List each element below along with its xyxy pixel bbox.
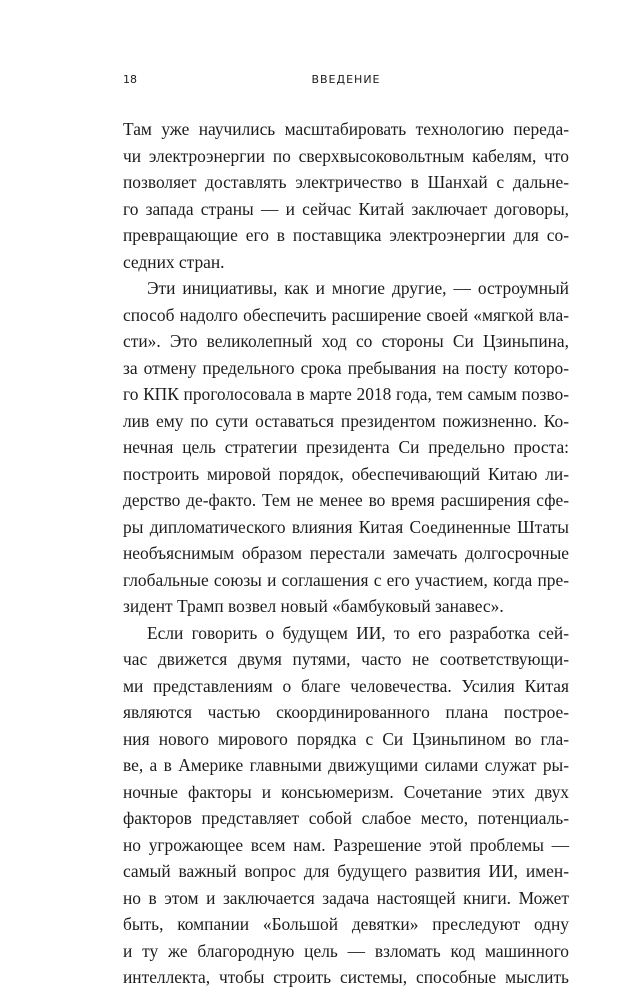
text-line: лив ему по сути оставаться президентом пожизненно. Ко- xyxy=(123,410,569,431)
text-line: час движется двумя путями, часто не соответствующи- xyxy=(123,649,569,669)
text-line: но в этом и заключается задача настоящей книги. Может xyxy=(123,887,569,908)
text-line: го запада страны — и сейчас Китай заключает договоры, xyxy=(123,198,569,219)
text-line: способ надолго обеспечить расширение своей «мягкой вла- xyxy=(123,304,569,325)
text-line: и ту же благородную цель — взломать код машинного xyxy=(123,940,569,961)
text-line: Эти инициативы, как и многие другие, — остроумный xyxy=(147,278,569,298)
text-line: позволяет доставлять электричество в Шанхай с дальне- xyxy=(123,172,569,192)
text-line: за отмену предельного срока пребывания на посту которо- xyxy=(123,357,569,378)
text-line: быть, компании «Большой девятки» преследуют одну xyxy=(123,914,569,934)
text-line: нечная цель стратегии президента Си предельно проста: xyxy=(123,437,569,457)
text-line: факторов представляет собой слабое место, потенциаль- xyxy=(123,808,569,828)
text-line: являются частью скоординированного плана построе- xyxy=(123,702,569,722)
text-line: Если говорить о будущем ИИ, то его разработка сей- xyxy=(147,622,569,643)
page-number: 18 xyxy=(123,73,137,86)
body-text xyxy=(123,116,569,991)
paragraph-3 xyxy=(123,620,569,991)
text-line: ночные факторы и консьюмеризм. Сочетание этих двух xyxy=(123,781,569,802)
text-line: ми представлениям о благе человечества. Усилия Китая xyxy=(123,675,569,696)
text-line: дерство де-факто. Тем не менее во время расширения сфе- xyxy=(123,490,569,510)
text-line: но угрожающее всем нам. Разрешение этой проблемы — xyxy=(123,834,569,855)
text-line: глобальные союзы и соглашения с его участием, когда пре- xyxy=(123,569,569,590)
text-line: го КПК проголосовала в марте 2018 года, тем самым позво- xyxy=(123,384,569,404)
text-line: интеллекта, чтобы строить системы, способные мыслить xyxy=(123,967,569,987)
paragraph-2 xyxy=(123,275,569,620)
text-line: Там уже научились масштабировать технологию переда- xyxy=(123,119,569,139)
text-line: ры дипломатического влияния Китая Соединенные Штаты xyxy=(123,516,569,537)
text-line: чи электроэнергии по сверхвысоковольтным кабелям, что xyxy=(123,145,569,166)
paragraph-1 xyxy=(123,116,569,275)
text-line: необъяснимым образом перестали замечать долгосрочные xyxy=(123,543,569,563)
text-line: ве, а в Америке главными движущими силами служат ры- xyxy=(123,755,569,775)
running-header xyxy=(123,73,569,93)
chapter-title: ВВЕДЕНИЕ xyxy=(311,73,381,86)
text-line: превращающие его в поставщика электроэнергии для со- xyxy=(123,225,569,245)
text-line: сти». Это великолепный ход со стороны Си Цзиньпина, xyxy=(123,331,569,351)
text-line: ния нового мирового порядка с Си Цзиньпином во гла- xyxy=(123,728,569,749)
text-line: построить мировой порядок, обеспечивающий Китаю ли- xyxy=(123,463,569,484)
text-line: седних стран. xyxy=(123,251,225,272)
text-line: зидент Трамп возвел новый «бамбуковый занавес». xyxy=(123,596,504,616)
text-line: самый важный вопрос для будущего развития ИИ, имен- xyxy=(123,861,569,881)
